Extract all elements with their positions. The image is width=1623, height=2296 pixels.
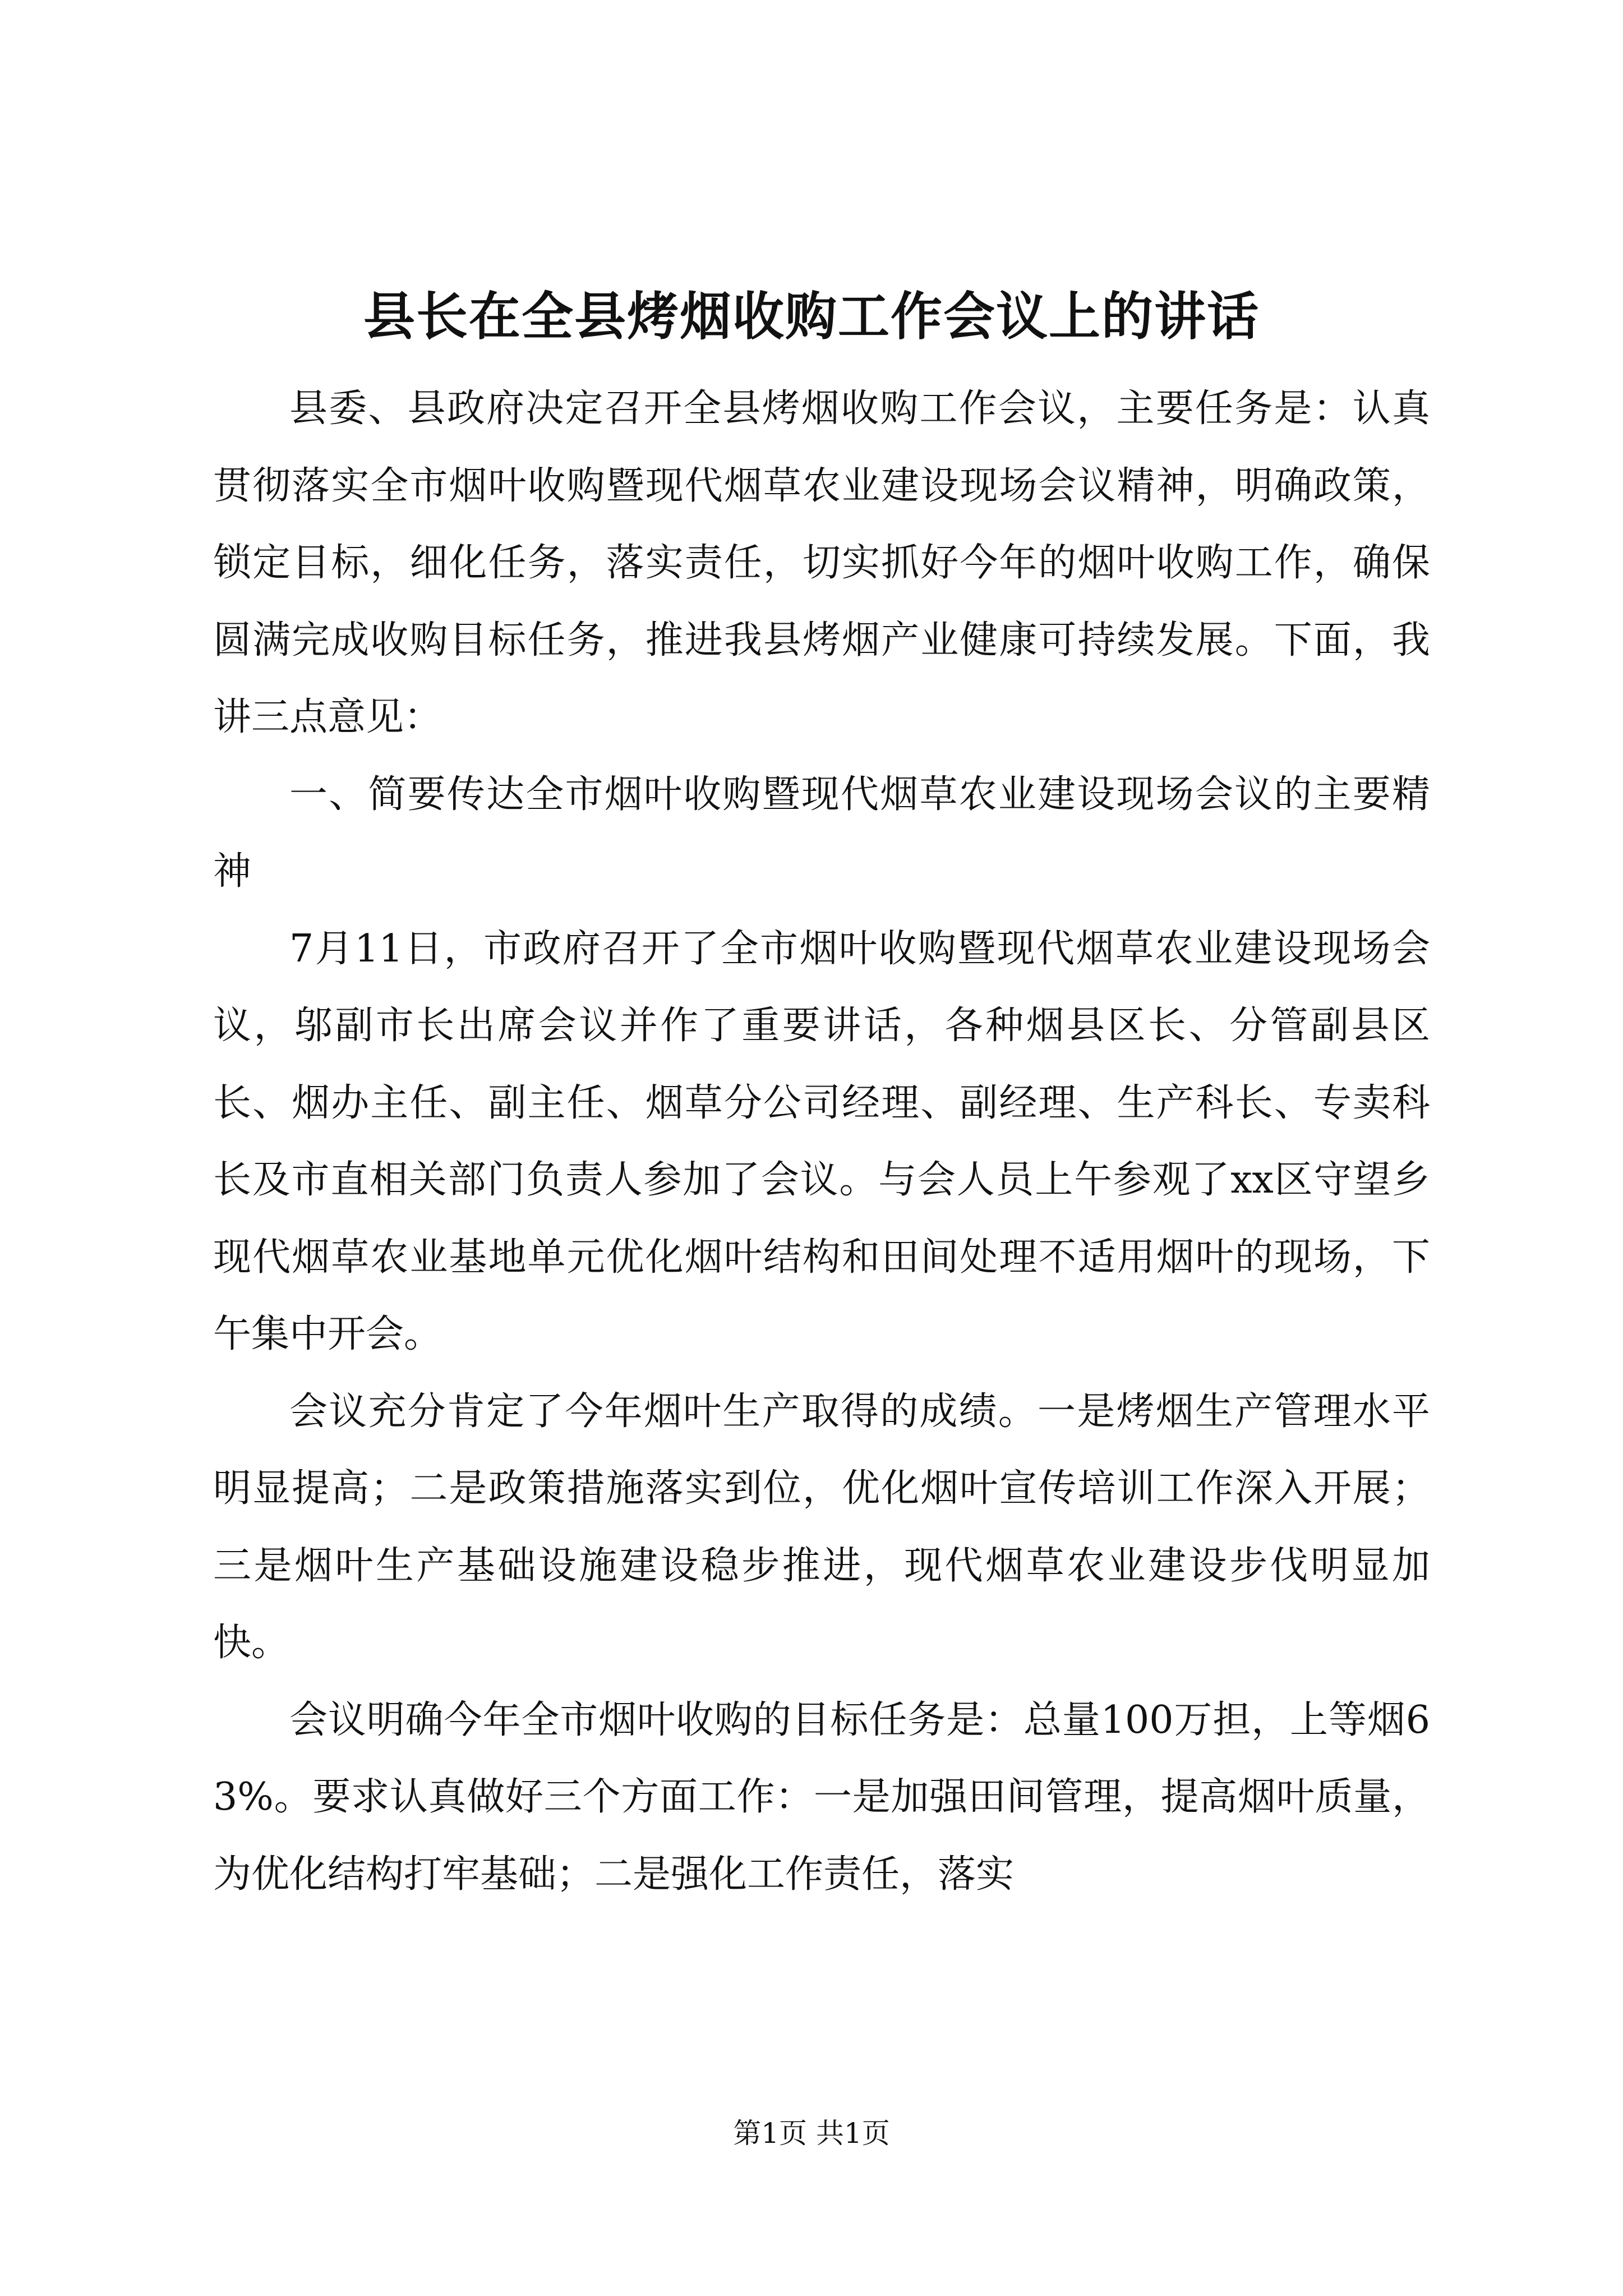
page-footer [0,2114,1623,2153]
paragraph-achievements: 会议充分肯定了今年烟叶生产取得的成绩。一是烤烟生产管理水平明显提高；二是政策措施落实到位，优化烟叶宣传培训工作深入开展；三是烟叶生产基础设施建设稳步推进，现代烟草农业建设步伐明显加快。 [213,1389,1430,1665]
page-number: 第1页 共1页 [733,2117,890,2150]
paragraph-targets: 会议明确今年全市烟叶收购的目标任务是：总量100万担，上等烟63%。要求认真做好三个方面工作：一是加强田间管理，提高烟叶质量，为优化结构打牢基础；二是强化工作责任，落实 [213,1697,1430,1897]
paragraph-meeting-summary: 7月11日，市政府召开了全市烟叶收购暨现代烟草农业建设现场会议，邬副市长出席会议并作了重要讲话，各种烟县区长、分管副县区长、烟办主任、副主任、烟草分公司经理、副经理、生产科长、专卖科长及市直相关部门负责人参加了会议。与会人员上午参观了xx区守望乡现代烟草农业基地单元优化烟叶结构和田间处理不适用烟叶的现场，下午集中开会。 [213,926,1430,1356]
paragraph-intro: 县委、县政府决定召开全县烤烟收购工作会议，主要任务是：认真贯彻落实全市烟叶收购暨现代烟草农业建设现场会议精神，明确政策，锁定目标，细化任务，落实责任，切实抓好今年的烟叶收购工作，确保圆满完成收购目标任务，推进我县烤烟产业健康可持续发展。下面，我讲三点意见： [213,386,1430,739]
section-heading-1: 一、简要传达全市烟叶收购暨现代烟草农业建设现场会议的主要精神 [213,772,1430,894]
document-title: 县长在全县烤烟收购工作会议上的讲话 [363,287,1260,347]
document-body [213,370,1430,1913]
